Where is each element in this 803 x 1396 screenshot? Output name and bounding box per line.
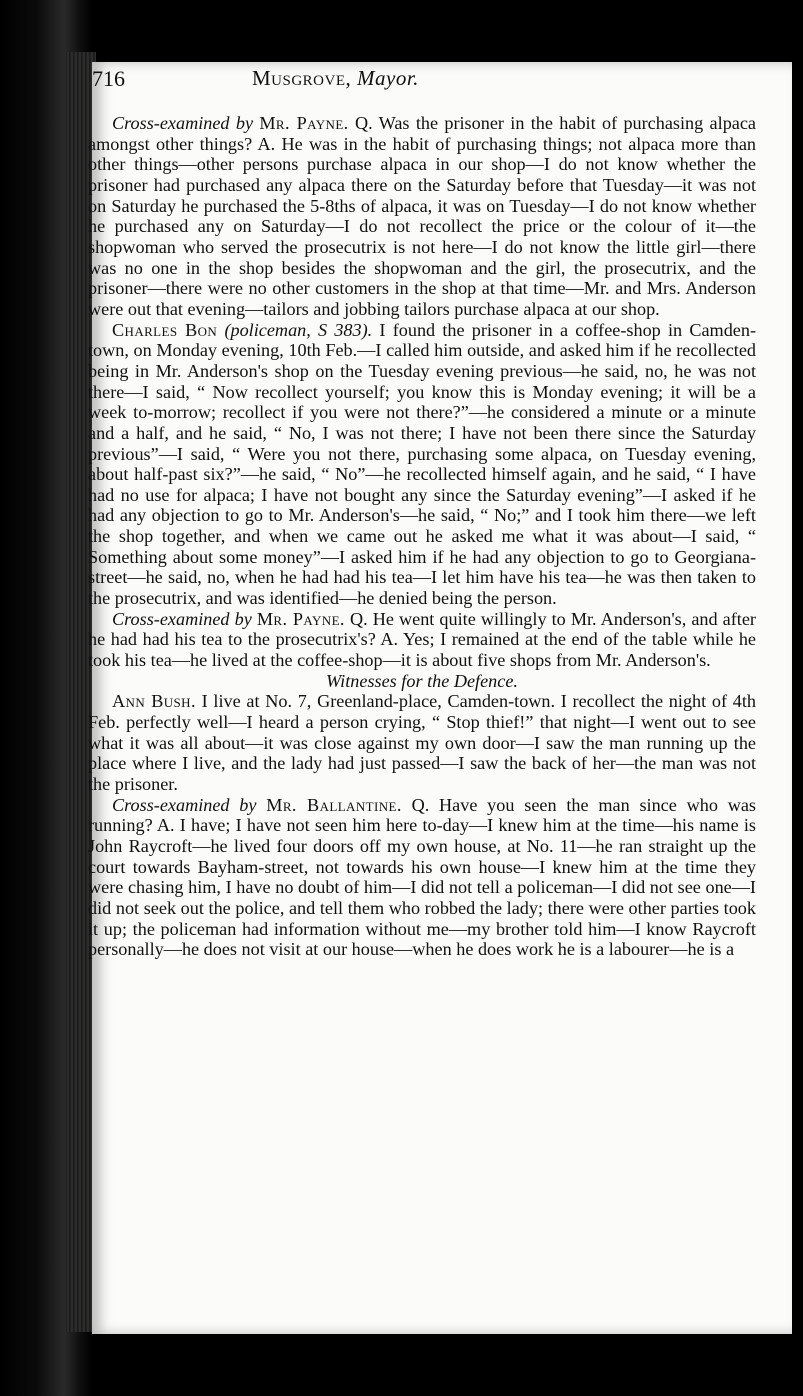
paragraph-cross-examination-payne-1 (88, 113, 756, 320)
paragraph-text: I live at No. 7, Greenland-place, Camden-town. I recollect the night of 4th Feb. perfectly well—I heard a person crying, “ Stop thief!” that night—I went out to see what it was all about—it was close against my own door—I saw the man running up the place where I live, and the lady had just passed—I saw the back of her—the man was not the prisoner. (88, 691, 757, 794)
paragraph-cross-examination-payne-2 (88, 609, 756, 671)
paragraph-charles-bon (88, 320, 756, 609)
page-body (88, 113, 756, 960)
page-number: 716 (92, 66, 125, 91)
lead-caps: Mr. Payne. (256, 608, 345, 629)
lead-italic: Cross-examined by (112, 113, 254, 133)
lead-caps: Mr. Ballantine. (266, 794, 402, 815)
page-header (92, 66, 612, 96)
paragraph-ann-bush (88, 691, 756, 794)
lead-caps: Charles Bon (112, 319, 218, 340)
paragraph-text: Q. He went quite willingly to Mr. Anderson's, and after he had had his tea to the prosecutrix's? A. Yes; I remained at the end of the table while he took his tea—he lived at the coffee-shop—it is about five shops from Mr. Anderson's. (88, 608, 756, 671)
lead-caps: Ann Bush. (112, 691, 196, 712)
running-head-title: Mayor. (357, 66, 419, 90)
running-head-name: Musgrove, (252, 66, 352, 90)
paragraph-cross-examination-ballantine (88, 795, 756, 960)
lead-caps: Mr. Payne. (259, 113, 349, 133)
lead-italic: (policeman, S 383). (224, 319, 373, 340)
running-head (252, 66, 419, 91)
paragraph-text: Q. Was the prisoner in the habit of purchasing alpaca amongst other things? A. He was in the habit of purchasing things; not alpaca more than other things—other persons purchase alpaca in our shop—I do not know whether the prisoner had purchased any alpaca there on the Saturday before that Tuesday—it was not on Saturday he purchased the 5-8ths of alpaca, it was on Tuesday—I do not know whether he purchased any on Saturday—I do not recollect the price or the colour of it—the shopwoman who served the prosecutrix is not here—I do not know the little girl—there was no one in the shop besides the shopwoman and the girl, the prosecutrix, and the prisoner—there were no other customers in the shop at that time—Mr. and Mrs. Anderson were out that evening—tailors and jobbing tailors purchase alpaca at our shop. (88, 113, 756, 319)
section-heading: Witnesses for the Defence. (326, 670, 518, 691)
paragraph-text: Q. Have you seen the man since who was running? A. I have; I have not seen him here to-day—I knew him at the time—his name is John Raycroft—he lived four doors off my own house, at No. 11—he ran straight up the court towards Bayham-street, not towards his own house—I knew him at the time they were chasing him, I have no doubt of him—I did not tell a policeman—I did not see one—I did not seek out the police, and tell them who robbed the lady; there were other parties took it up; the policeman had information without me—my brother told him—I know Raycroft personally—he does not visit at our house—when he does work he is a labourer—he is a (88, 794, 756, 960)
paragraph-text: I found the prisoner in a coffee-shop in Camden-town, on Monday evening, 10th Feb.—I called him outside, and asked him if he recollected being in Mr. Anderson's shop on the Tuesday evening previous—he said, no, he was not there—I said, “ Now recollect yourself; you know this is Monday evening; it will be a week to-morrow; recollect if you were not there?”—he considered a minute or a minute and a half, and he said, “ No, I was not there; I have not been there since the Saturday previous”—I said, “ Were you not there, purchasing some alpaca, on Tuesday evening, about half-past six?”—he said, “ No”—he recollected himself again, and he said, “ I have had no use for alpaca; I have not bought any since the Saturday evening”—I asked if he had any objection to go to Mr. Anderson's—he said, “ No;” and I took him there—we left the shop together, and when we came out he asked me what it was about—I said, “ Something about some money”—I asked him if he had any objection to go to Georgiana-street—he said, no, when he had had his tea—I let him have his tea—he was then taken to the prosecutrix, and was identified—he denied being the person. (88, 319, 757, 609)
lead-italic: Cross-examined by (112, 608, 252, 629)
lead-italic: Cross-examined by (112, 794, 257, 815)
